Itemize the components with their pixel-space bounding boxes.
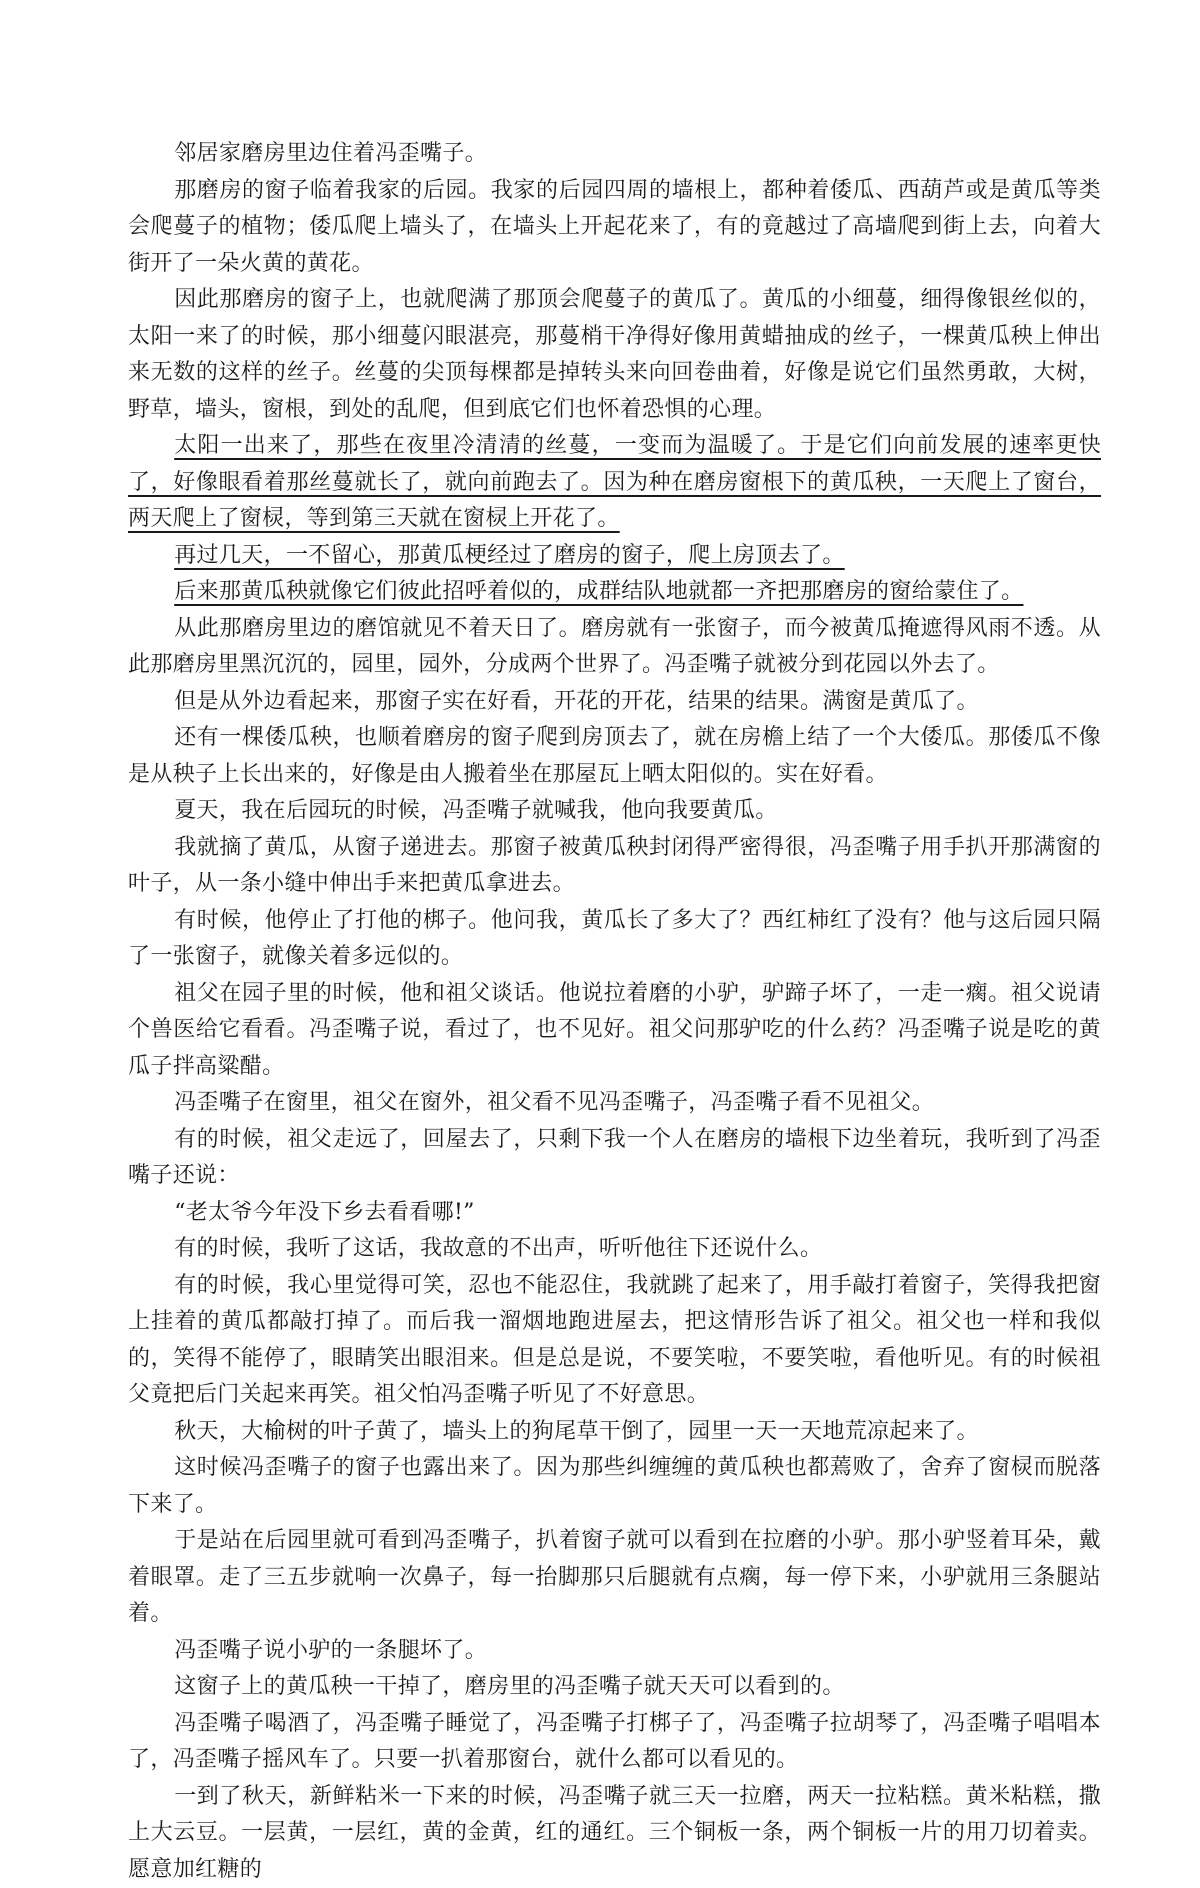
- paragraph: 于是站在后园里就可看到冯歪嘴子，扒着窗子就可以看到在拉磨的小驴。那小驴竖着耳朵，戴着眼罩。走了三五步就响一次鼻子，每一抬脚那只后腿就有点瘸，每一停下来，小驴就用三条腿站着。: [128, 1523, 1101, 1633]
- underlined-text: 后来那黄瓜秧就像它们彼此招呼着似的，成群结队地就都一齐把那磨房的窗给蒙住了。: [174, 579, 1023, 604]
- paragraph: 从此那磨房里边的磨馆就见不着天日了。磨房就有一张窗子，而今被黄瓜掩遮得风雨不透。从此那磨房里黑沉沉的，园里，园外，分成两个世界了。冯歪嘴子就被分到花园以外去了。: [128, 611, 1101, 684]
- paragraph-underlined: [128, 428, 1101, 538]
- paragraph: 邻居家磨房里边住着冯歪嘴子。: [128, 136, 1101, 173]
- document-body: [128, 136, 1101, 1888]
- paragraph: 有时候，他停止了打他的梆子。他问我，黄瓜长了多大了？西红柿红了没有？他与这后园只隔了一张窗子，就像关着多远似的。: [128, 903, 1101, 976]
- underlined-text: 太阳一出来了，那些在夜里冷清清的丝蔓，一变而为温暖了。于是它们向前发展的速率更快了，好像眼看着那丝蔓就长了，就向前跑去了。因为种在磨房窗根下的黄瓜秧，一天爬上了窗台，两天爬上了窗棂，等到第三天就在窗棂上开花了。: [128, 433, 1101, 531]
- paragraph: 一到了秋天，新鲜粘米一下来的时候，冯歪嘴子就三天一拉磨，两天一拉粘糕。黄米粘糕，撒上大云豆。一层黄，一层红，黄的金黄，红的通红。三个铜板一条，两个铜板一片的用刀切着卖。愿意加红糖的: [128, 1779, 1101, 1888]
- paragraph: 这窗子上的黄瓜秧一干掉了，磨房里的冯歪嘴子就天天可以看到的。: [128, 1669, 1101, 1706]
- paragraph: 夏天，我在后园玩的时候，冯歪嘴子就喊我，他向我要黄瓜。: [128, 793, 1101, 830]
- paragraph-quote: “老太爷今年没下乡去看看哪!”: [128, 1195, 1101, 1232]
- paragraph: 因此那磨房的窗子上，也就爬满了那顶会爬蔓子的黄瓜了。黄瓜的小细蔓，细得像银丝似的，太阳一来了的时候，那小细蔓闪眼湛亮，那蔓梢干净得好像用黄蜡抽成的丝子，一棵黄瓜秧上伸出来无数的这样的丝子。丝蔓的尖顶每棵都是掉转头来向回卷曲着，好像是说它们虽然勇敢，大树，野草，墙头，窗根，到处的乱爬，但到底它们也怀着恐惧的心理。: [128, 282, 1101, 428]
- underlined-text: 再过几天，一不留心，那黄瓜梗经过了磨房的窗子，爬上房顶去了。: [174, 543, 845, 568]
- paragraph: 冯歪嘴子喝酒了，冯歪嘴子睡觉了，冯歪嘴子打梆子了，冯歪嘴子拉胡琴了，冯歪嘴子唱唱本了，冯歪嘴子摇风车了。只要一扒着那窗台，就什么都可以看见的。: [128, 1706, 1101, 1779]
- paragraph: 秋天，大榆树的叶子黄了，墙头上的狗尾草干倒了，园里一天一天地荒凉起来了。: [128, 1414, 1101, 1451]
- paragraph: 冯歪嘴子说小驴的一条腿坏了。: [128, 1633, 1101, 1670]
- paragraph: 还有一棵倭瓜秧，也顺着磨房的窗子爬到房顶去了，就在房檐上结了一个大倭瓜。那倭瓜不像是从秧子上长出来的，好像是由人搬着坐在那屋瓦上晒太阳似的。实在好看。: [128, 720, 1101, 793]
- paragraph: 有的时候，我心里觉得可笑，忍也不能忍住，我就跳了起来了，用手敲打着窗子，笑得我把窗上挂着的黄瓜都敲打掉了。而后我一溜烟地跑进屋去，把这情形告诉了祖父。祖父也一样和我似的，笑得不能停了，眼睛笑出眼泪来。但是总是说，不要笑啦，不要笑啦，看他听见。有的时候祖父竟把后门关起来再笑。祖父怕冯歪嘴子听见了不好意思。: [128, 1268, 1101, 1414]
- paragraph: 我就摘了黄瓜，从窗子递进去。那窗子被黄瓜秧封闭得严密得很，冯歪嘴子用手扒开那满窗的叶子，从一条小缝中伸出手来把黄瓜拿进去。: [128, 830, 1101, 903]
- paragraph: 但是从外边看起来，那窗子实在好看，开花的开花，结果的结果。满窗是黄瓜了。: [128, 684, 1101, 721]
- paragraph: 这时候冯歪嘴子的窗子也露出来了。因为那些纠缠缠的黄瓜秧也都蔫败了，舍弃了窗棂而脱落下来了。: [128, 1450, 1101, 1523]
- paragraph-underlined: [128, 574, 1101, 611]
- paragraph: 祖父在园子里的时候，他和祖父谈话。他说拉着磨的小驴，驴蹄子坏了，一走一瘸。祖父说请个兽医给它看看。冯歪嘴子说，看过了，也不见好。祖父问那驴吃的什么药？冯歪嘴子说是吃的黄瓜子拌高粱醋。: [128, 976, 1101, 1086]
- paragraph: 那磨房的窗子临着我家的后园。我家的后园四周的墙根上，都种着倭瓜、西葫芦或是黄瓜等类会爬蔓子的植物；倭瓜爬上墙头了，在墙头上开起花来了，有的竟越过了高墙爬到街上去，向着大街开了一朵火黄的黄花。: [128, 173, 1101, 283]
- paragraph: 有的时候，我听了这话，我故意的不出声，听听他往下还说什么。: [128, 1231, 1101, 1268]
- paragraph: 冯歪嘴子在窗里，祖父在窗外，祖父看不见冯歪嘴子，冯歪嘴子看不见祖父。: [128, 1085, 1101, 1122]
- paragraph-underlined: [128, 538, 1101, 575]
- paragraph: 有的时候，祖父走远了，回屋去了，只剩下我一个人在磨房的墙根下边坐着玩，我听到了冯歪嘴子还说：: [128, 1122, 1101, 1195]
